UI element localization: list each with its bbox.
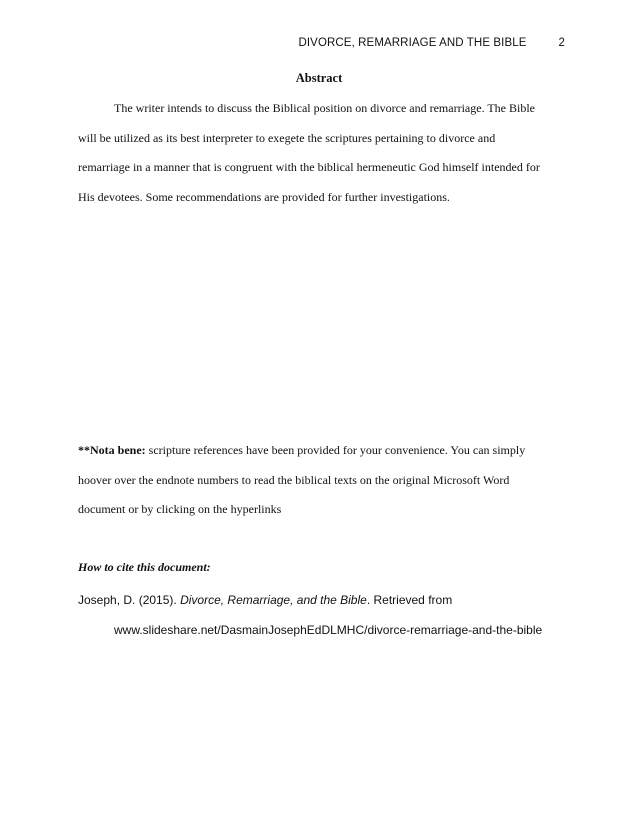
nota-bene-line: hoover over the endnote numbers to read the biblical texts on the original Microsoft Word [78,472,510,487]
citation-author-year: Joseph, D. (2015). [78,593,181,607]
abstract-paragraph [78,94,558,212]
citation-title: Divorce, Remarriage, and the Bible [180,593,367,607]
nota-bene-line [78,436,558,466]
nota-bene-text: scripture references have been provided for your convenience. You can simply [145,443,526,457]
nota-bene-line: document or by clicking on the hyperlinks [78,502,282,516]
running-head [0,37,565,49]
running-head-title: DIVORCE, REMARRIAGE AND THE BIBLE [298,37,527,49]
abstract-line: remarriage in a manner that is congruent with the biblical hermeneutic God himself intended for [78,160,540,174]
citation-url[interactable]: www.slideshare.net/DasmainJosephEdDLMHC/divorce-remarriage-and-the-bible [114,623,543,637]
abstract-line: The writer intends to discuss the Biblical position on divorce and remarriage. The Bible [114,101,536,115]
page-number: 2 [558,37,565,49]
abstract-line: will be utilized as its best interpreter to exegete the scriptures pertaining to divorce and [78,130,496,145]
citation-heading: How to cite this document: [78,560,211,574]
abstract-heading: Abstract [295,71,343,85]
nota-bene-label: **Nota bene: [78,443,146,457]
citation-retrieved: . Retrieved from [366,593,453,607]
abstract-line: His devotees. Some recommendations are provided for further investigations. [78,189,450,204]
nota-bene-paragraph [78,436,558,525]
citation-line [78,593,452,607]
